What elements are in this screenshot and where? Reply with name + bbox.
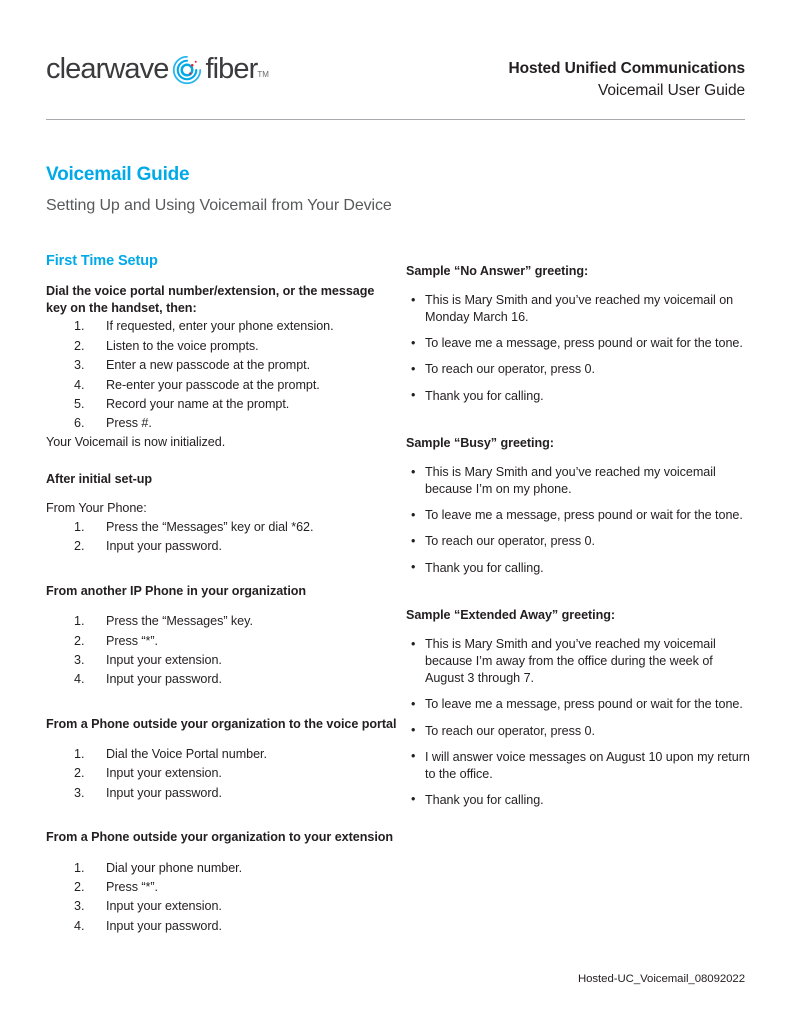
- step-item: [46, 764, 398, 783]
- bullet-text: Thank you for calling.: [425, 388, 544, 403]
- step-text: Input your password.: [106, 785, 222, 800]
- bullet-dot-icon: •: [411, 636, 416, 651]
- step-number: 2.: [74, 539, 85, 554]
- step-text: Record your name at the prompt.: [106, 397, 290, 412]
- step-item: [46, 917, 398, 936]
- another-ip-phone-heading: From another IP Phone in your organization: [46, 583, 307, 598]
- step-item: [46, 414, 398, 433]
- bullet-text: To leave me a message, press pound or wait for the tone.: [425, 697, 743, 712]
- bullet-item: [406, 749, 751, 783]
- page-header: [46, 0, 745, 103]
- bullet-text: To reach our operator, press 0.: [425, 362, 595, 377]
- bullet-dot-icon: •: [411, 533, 416, 548]
- bullet-item: [406, 533, 751, 550]
- step-item: [46, 897, 398, 916]
- bullet-item: [406, 723, 751, 740]
- outside-org-voice-portal-steps: [46, 745, 398, 803]
- bullet-item: [406, 560, 751, 577]
- from-your-phone-label: From Your Phone:: [46, 501, 147, 516]
- step-number: 4.: [74, 918, 85, 933]
- right-column: [406, 253, 751, 936]
- step-number: 1.: [74, 747, 85, 762]
- step-text: Enter a new passcode at the prompt.: [106, 358, 311, 373]
- step-item: [46, 651, 398, 670]
- step-number: 5.: [74, 397, 85, 412]
- step-number: 4.: [74, 377, 85, 392]
- title-block: [46, 164, 745, 216]
- voicemail-initialized-note: Your Voicemail is now initialized.: [46, 434, 226, 449]
- bullet-item: [406, 335, 751, 352]
- bullet-item: [406, 464, 751, 498]
- bullet-text: This is Mary Smith and you’ve reached my voicemail because I’m away from the office during the week of August 3 through 7.: [425, 637, 716, 686]
- bullet-text: Thank you for calling.: [425, 560, 544, 575]
- extended-away-greeting-heading: Sample “Extended Away” greeting:: [406, 607, 616, 622]
- bullet-dot-icon: •: [411, 292, 416, 307]
- left-column: [46, 253, 398, 936]
- header-product-title: Hosted Unified Communications: [508, 60, 745, 77]
- bullet-text: To leave me a message, press pound or wait for the tone.: [425, 508, 743, 523]
- bullet-dot-icon: •: [411, 723, 416, 738]
- step-text: Dial your phone number.: [106, 860, 243, 875]
- step-text: Input your password.: [106, 918, 222, 933]
- step-item: [46, 317, 398, 336]
- step-text: Press “*”.: [106, 633, 158, 648]
- step-text: Input your extension.: [106, 899, 222, 914]
- header-title-block: [508, 52, 745, 103]
- header-divider: [46, 119, 745, 120]
- bullet-item: [406, 292, 751, 326]
- bullet-text: To reach our operator, press 0.: [425, 534, 595, 549]
- step-item: [46, 745, 398, 764]
- page-title: Voicemail Guide: [46, 163, 190, 185]
- another-ip-phone-steps: [46, 612, 398, 690]
- first-time-setup-steps: [46, 317, 398, 433]
- bullet-text: I will answer voice messages on August 10 upon my return to the office.: [425, 749, 750, 781]
- step-number: 3.: [74, 652, 85, 667]
- step-text: If requested, enter your phone extension.: [106, 319, 334, 334]
- step-number: 4.: [74, 672, 85, 687]
- bullet-item: [406, 361, 751, 378]
- bullet-dot-icon: •: [411, 335, 416, 350]
- busy-greeting-list: [406, 464, 751, 577]
- step-text: Dial the Voice Portal number.: [106, 747, 267, 762]
- step-text: Listen to the voice prompts.: [106, 338, 259, 353]
- bullet-item: [406, 792, 751, 809]
- bullet-text: This is Mary Smith and you’ve reached my voicemail because I’m on my phone.: [425, 465, 716, 497]
- bullet-dot-icon: •: [411, 361, 416, 376]
- step-item: [46, 632, 398, 651]
- logo-word-fiber: fiber: [205, 52, 258, 85]
- outside-org-voice-portal-heading: From a Phone outside your organization to the voice portal: [46, 716, 397, 731]
- step-text: Input your password.: [106, 539, 222, 554]
- step-text: Input your extension.: [106, 766, 222, 781]
- step-item: [46, 337, 398, 356]
- busy-greeting-heading: Sample “Busy” greeting:: [406, 435, 554, 450]
- step-text: Press the “Messages” key.: [106, 614, 253, 629]
- step-number: 2.: [74, 338, 85, 353]
- step-number: 1.: [74, 614, 85, 629]
- clearwave-swirl-icon: [172, 55, 202, 85]
- bullet-text: To leave me a message, press pound or wait for the tone.: [425, 336, 743, 351]
- bullet-text: Thank you for calling.: [425, 792, 544, 807]
- bullet-dot-icon: •: [411, 749, 416, 764]
- step-number: 1.: [74, 519, 85, 534]
- step-number: 1.: [74, 860, 85, 875]
- from-your-phone-steps: [46, 518, 398, 557]
- step-item: [46, 784, 398, 803]
- bullet-text: This is Mary Smith and you’ve reached my voicemail on Monday March 16.: [425, 293, 734, 325]
- clearwave-fiber-logo: [46, 54, 269, 84]
- step-item: [46, 859, 398, 878]
- step-text: Input your extension.: [106, 652, 222, 667]
- logo-word-clearwave: clearwave: [46, 52, 169, 85]
- step-item: [46, 518, 398, 537]
- step-item: [46, 356, 398, 375]
- footer-document-code: Hosted-UC_Voicemail_08092022: [577, 973, 745, 985]
- first-time-setup-intro: Dial the voice portal number/extension, or the message key on the handset, then:: [46, 283, 375, 316]
- no-answer-greeting-heading: Sample “No Answer” greeting:: [406, 263, 589, 278]
- logo-trademark-mark: TM: [257, 70, 269, 79]
- after-initial-setup-heading: After initial set-up: [46, 471, 153, 486]
- step-number: 2.: [74, 879, 85, 894]
- bullet-item: [406, 507, 751, 524]
- step-item: [46, 612, 398, 631]
- content-columns: [46, 252, 750, 936]
- bullet-text: To reach our operator, press 0.: [425, 723, 595, 738]
- step-number: 2.: [74, 633, 85, 648]
- step-number: 2.: [74, 766, 85, 781]
- step-item: [46, 537, 398, 556]
- bullet-dot-icon: •: [411, 388, 416, 403]
- page-subtitle: Setting Up and Using Voicemail from Your Device: [46, 196, 392, 214]
- no-answer-greeting-list: [406, 292, 751, 405]
- bullet-dot-icon: •: [411, 792, 416, 807]
- step-item: [46, 395, 398, 414]
- bullet-item: [406, 636, 751, 687]
- bullet-dot-icon: •: [411, 696, 416, 711]
- outside-org-extension-heading: From a Phone outside your organization to your extension: [46, 830, 394, 845]
- step-text: Press the “Messages” key or dial *62.: [106, 519, 314, 534]
- step-number: 1.: [74, 319, 85, 334]
- extended-away-greeting-list: [406, 636, 751, 809]
- step-text: Re-enter your passcode at the prompt.: [106, 377, 320, 392]
- step-number: 3.: [74, 899, 85, 914]
- bullet-dot-icon: •: [411, 560, 416, 575]
- bullet-item: [406, 388, 751, 405]
- step-item: [46, 670, 398, 689]
- header-document-title: Voicemail User Guide: [597, 82, 745, 100]
- step-item: [46, 878, 398, 897]
- step-number: 3.: [74, 785, 85, 800]
- step-text: Press “*”.: [106, 879, 158, 894]
- step-number: 6.: [74, 416, 85, 431]
- bullet-dot-icon: •: [411, 507, 416, 522]
- bullet-item: [406, 696, 751, 713]
- section-heading-first-time-setup: First Time Setup: [46, 252, 158, 269]
- step-text: Press #.: [106, 416, 152, 431]
- step-number: 3.: [74, 358, 85, 373]
- bullet-dot-icon: •: [411, 464, 416, 479]
- step-item: [46, 376, 398, 395]
- step-text: Input your password.: [106, 672, 222, 687]
- outside-org-extension-steps: [46, 859, 398, 937]
